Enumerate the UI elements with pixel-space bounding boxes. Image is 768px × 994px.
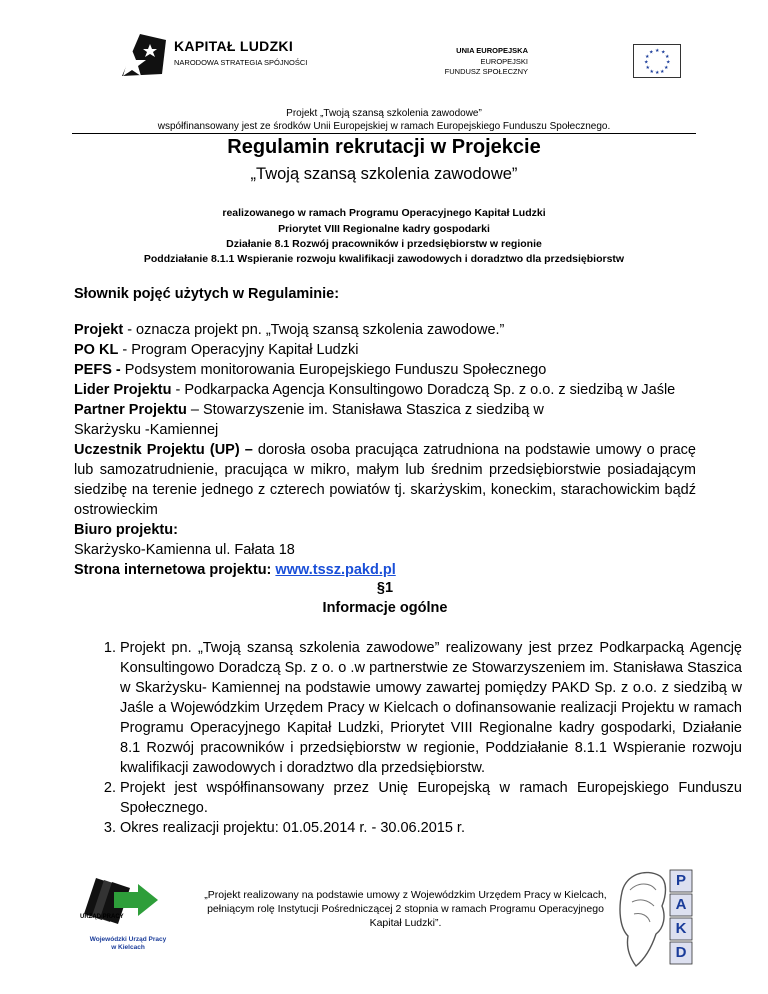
list-item: 3. Okres realizacji projektu: 01.05.2014 r. - 30.06.2015 r. [120, 818, 742, 838]
wup-label: URZĄD PRACY [80, 914, 124, 920]
glossary-up [74, 440, 696, 520]
glossary-lider [74, 380, 696, 400]
glossary-biuro: Biuro projektu: [74, 522, 178, 538]
eu-line-2: EUROPEJSKI [480, 56, 528, 66]
definition: – Stowarzyszenie im. Stanisława Staszica z siedzibą w [186, 402, 544, 418]
pakd-letter-k: K [675, 920, 687, 937]
general-info-list [74, 638, 742, 838]
term: Projekt [74, 322, 124, 338]
program-line-4: Poddziałanie 8.1.1 Wspieranie rozwoju kwalifikacji zawodowych i doradztwo dla przedsiębiorstw [143, 253, 625, 265]
pakd-logo [616, 862, 696, 972]
pakd-letter-d: D [675, 944, 687, 961]
pakd-letter-a: A [675, 896, 687, 913]
term: Strona internetowa projektu: [74, 562, 276, 578]
svg-text:★: ★ [645, 65, 650, 71]
wup-name-2: w Kielcach [111, 944, 145, 951]
header-cofinance-line: współfinansowany jest ze środków Unii Europejskiej w ramach Europejskiego Funduszu Społecznego. [157, 121, 611, 132]
term: PEFS - [74, 362, 121, 378]
page-title: Regulamin rekrutacji w Projekcie [227, 136, 541, 158]
svg-text:★: ★ [666, 59, 671, 66]
program-line-2: Priorytet VIII Regionalne kadry gospodarki [278, 223, 490, 235]
project-website-link[interactable]: www.tssz.pakd.pl [275, 562, 396, 578]
wup-emblem-icon [78, 870, 178, 932]
glossary-biuro-address: Skarżysko-Kamienna ul. Fałata 18 [74, 542, 295, 558]
wup-logo [78, 870, 178, 965]
eu-flag-icon [633, 44, 681, 78]
definition: Podsystem monitorowania Europejskiego Funduszu Społecznego [120, 362, 547, 378]
svg-text:★: ★ [655, 70, 660, 76]
svg-text:★: ★ [645, 54, 650, 60]
svg-text:★: ★ [649, 69, 654, 75]
svg-text:★: ★ [664, 65, 669, 71]
svg-text:★: ★ [649, 49, 654, 56]
definition: - oznacza projekt pn. „Twoją szansą szkolenia zawodowe.” [123, 322, 505, 338]
list-item: 2. Projekt jest współfinansowany przez Unię Europejską w ramach Europejskiego Funduszu Społecznego. [120, 778, 742, 818]
definition: - Program Operacyjny Kapitał Ludzki [118, 342, 359, 358]
glossary-partner-cont: Skarżysku -Kamiennej [74, 422, 219, 438]
header-project-line: Projekt „Twoją szansą szkolenia zawodowe” [286, 108, 482, 119]
glossary-heading: Słownik pojęć użytych w Regulaminie: [74, 286, 340, 302]
section-heading: Informacje ogólne [322, 600, 448, 616]
svg-text:★: ★ [655, 48, 660, 54]
list-item: 1. Projekt pn. „Twoją szansą szkolenia zawodowe” realizowany jest przez Podkarpacką Agencję Konsultingowo Doradczą Sp. z o. o .w partnerstwie ze Stowarzyszeniem im. Stanisława Staszica w Skarżysku- Kamiennej na podstawie umowy zawartej pomiędzy PAKD Sp. z o.o. z siedzibą w Jaśle a Wojewódzkim Urzędem Pracy w Kielcach o dofinansowanie realizacji Projektu w ramach Programu Operacyjnego Kapitał Ludzki, Priorytet VIII Regionalne kadry gospodarki, Działanie 8.1 Rozwój pracowników i przedsiębiorstw w regionie, Poddziałanie 8.1.1 Wspieranie rozwoju kwalifikacji zawodowych i doradztwo dla przedsiębiorstw. [120, 638, 742, 778]
svg-text:★: ★ [644, 59, 649, 66]
footer-note: „Projekt realizowany na podstawie umowy z Wojewódzkim Urzędem Pracy w Kielcach, pełniącym rolę Instytucji Pośredniczącej 2 stopnia w ramach Programu Operacyjnego Kapitał Ludzki”. [204, 889, 607, 929]
glossary-block [74, 320, 696, 580]
kapital-ludzki-title: KAPITAŁ LUDZKI [174, 38, 294, 54]
section-number: §1 [376, 580, 394, 596]
term: Lider Projektu [74, 382, 172, 398]
term: Partner Projektu [74, 402, 187, 418]
glossary-www [74, 560, 696, 580]
kapital-ludzki-subtitle: NARODOWA STRATEGIA SPÓJNOŚCI [174, 58, 308, 67]
eu-line-3: FUNDUSZ SPOŁECZNY [444, 67, 528, 76]
program-line-1: realizowanego w ramach Programu Operacyjnego Kapitał Ludzki [222, 207, 546, 219]
glossary-pokl [74, 340, 696, 360]
term: PO KL [74, 342, 119, 358]
glossary-projekt [74, 320, 696, 340]
glossary-partner [74, 400, 696, 420]
header-divider [72, 133, 696, 134]
definition: dorosła osoba pracująca zatrudniona na podstawie umowy o pracę lub samozatrudnienie, pracująca w mikro, małym lub średnim przedsiębiorstwie posiadającym siedzibę na terenie jednego z czterech powiatów tj. skarżyskim, koneckim, starachowickim bądź ostrowieckim [74, 442, 696, 518]
svg-text:★: ★ [661, 49, 666, 56]
glossary-pefs [74, 360, 696, 380]
svg-text:★: ★ [665, 54, 670, 60]
definition: - Podkarpacka Agencja Konsultingowo Doradczą Sp. z o.o. z siedzibą w Jaśle [171, 382, 676, 398]
kapital-ludzki-logo [118, 30, 318, 80]
program-line-3: Działanie 8.1 Rozwój pracowników i przedsiębiorstw w regionie [226, 238, 542, 250]
kapital-ludzki-emblem-icon [118, 30, 170, 80]
wup-name-1: Wojewódzki Urząd Pracy [89, 936, 167, 943]
eu-text-block [398, 46, 528, 78]
svg-text:★: ★ [660, 69, 665, 75]
pakd-letter-p: P [675, 872, 686, 889]
page-subtitle: „Twoją szansą szkolenia zawodowe” [250, 165, 518, 183]
term: Uczestnik Projektu (UP) – [74, 442, 253, 458]
eu-line-1: UNIA EUROPEJSKA [456, 46, 528, 55]
